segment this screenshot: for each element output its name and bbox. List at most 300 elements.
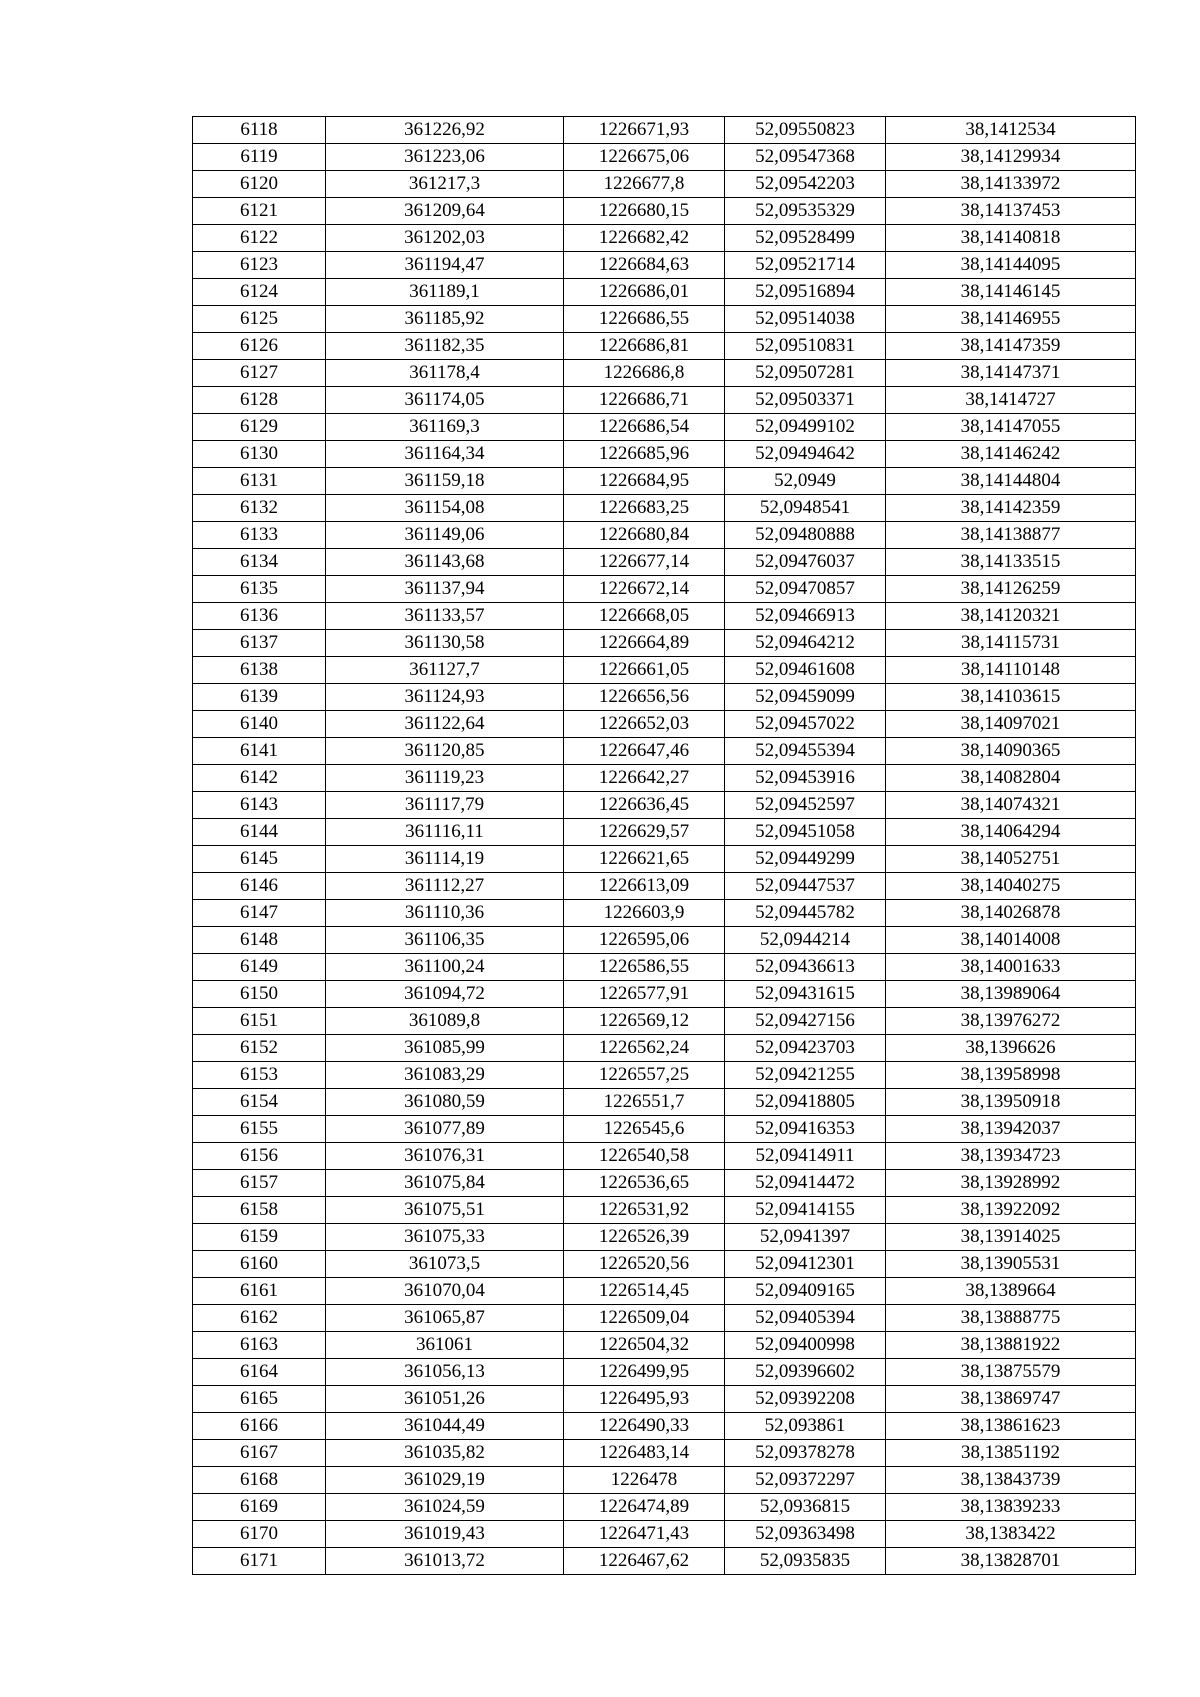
point-number-cell: 6118: [193, 117, 326, 144]
y-coordinate-cell: 1226675,06: [564, 144, 725, 171]
y-coordinate-cell: 1226652,03: [564, 711, 725, 738]
latitude-cell: 52,0948541: [725, 495, 886, 522]
latitude-cell: 52,09459099: [725, 684, 886, 711]
table-row: [193, 1035, 1136, 1062]
latitude-cell: 52,09535329: [725, 198, 886, 225]
table-row: [193, 333, 1136, 360]
latitude-cell: 52,09378278: [725, 1440, 886, 1467]
longitude-cell: 38,13851192: [886, 1440, 1136, 1467]
y-coordinate-cell: 1226490,33: [564, 1413, 725, 1440]
point-number-cell: 6127: [193, 360, 326, 387]
x-coordinate-cell: 361120,85: [326, 738, 564, 765]
y-coordinate-cell: 1226686,01: [564, 279, 725, 306]
x-coordinate-cell: 361035,82: [326, 1440, 564, 1467]
table-row: [193, 1143, 1136, 1170]
table-row: [193, 1548, 1136, 1575]
longitude-cell: 38,14052751: [886, 846, 1136, 873]
y-coordinate-cell: 1226540,58: [564, 1143, 725, 1170]
y-coordinate-cell: 1226483,14: [564, 1440, 725, 1467]
y-coordinate-cell: 1226551,7: [564, 1089, 725, 1116]
latitude-cell: 52,09476037: [725, 549, 886, 576]
longitude-cell: 38,13914025: [886, 1224, 1136, 1251]
longitude-cell: 38,14040275: [886, 873, 1136, 900]
table-row: [193, 1116, 1136, 1143]
longitude-cell: 38,14142359: [886, 495, 1136, 522]
latitude-cell: 52,09414155: [725, 1197, 886, 1224]
longitude-cell: 38,13922092: [886, 1197, 1136, 1224]
x-coordinate-cell: 361083,29: [326, 1062, 564, 1089]
longitude-cell: 38,13958998: [886, 1062, 1136, 1089]
x-coordinate-cell: 361065,87: [326, 1305, 564, 1332]
longitude-cell: 38,1383422: [886, 1521, 1136, 1548]
table-row: [193, 765, 1136, 792]
y-coordinate-cell: 1226684,95: [564, 468, 725, 495]
y-coordinate-cell: 1226642,27: [564, 765, 725, 792]
x-coordinate-cell: 361217,3: [326, 171, 564, 198]
point-number-cell: 6129: [193, 414, 326, 441]
point-number-cell: 6153: [193, 1062, 326, 1089]
table-row: [193, 711, 1136, 738]
x-coordinate-cell: 361013,72: [326, 1548, 564, 1575]
x-coordinate-cell: 361085,99: [326, 1035, 564, 1062]
x-coordinate-cell: 361122,64: [326, 711, 564, 738]
longitude-cell: 38,13843739: [886, 1467, 1136, 1494]
point-number-cell: 6162: [193, 1305, 326, 1332]
x-coordinate-cell: 361106,35: [326, 927, 564, 954]
point-number-cell: 6141: [193, 738, 326, 765]
table-row: [193, 1440, 1136, 1467]
y-coordinate-cell: 1226636,45: [564, 792, 725, 819]
y-coordinate-cell: 1226686,71: [564, 387, 725, 414]
point-number-cell: 6147: [193, 900, 326, 927]
longitude-cell: 38,14026878: [886, 900, 1136, 927]
x-coordinate-cell: 361051,26: [326, 1386, 564, 1413]
y-coordinate-cell: 1226474,89: [564, 1494, 725, 1521]
table-row: [193, 954, 1136, 981]
latitude-cell: 52,09421255: [725, 1062, 886, 1089]
point-number-cell: 6135: [193, 576, 326, 603]
x-coordinate-cell: 361182,35: [326, 333, 564, 360]
point-number-cell: 6155: [193, 1116, 326, 1143]
point-number-cell: 6150: [193, 981, 326, 1008]
x-coordinate-cell: 361100,24: [326, 954, 564, 981]
point-number-cell: 6159: [193, 1224, 326, 1251]
point-number-cell: 6168: [193, 1467, 326, 1494]
latitude-cell: 52,09400998: [725, 1332, 886, 1359]
latitude-cell: 52,09499102: [725, 414, 886, 441]
longitude-cell: 38,13989064: [886, 981, 1136, 1008]
latitude-cell: 52,0941397: [725, 1224, 886, 1251]
y-coordinate-cell: 1226595,06: [564, 927, 725, 954]
table-row: [193, 225, 1136, 252]
longitude-cell: 38,13869747: [886, 1386, 1136, 1413]
latitude-cell: 52,09503371: [725, 387, 886, 414]
x-coordinate-cell: 361154,08: [326, 495, 564, 522]
longitude-cell: 38,14129934: [886, 144, 1136, 171]
x-coordinate-cell: 361110,36: [326, 900, 564, 927]
point-number-cell: 6148: [193, 927, 326, 954]
longitude-cell: 38,13888775: [886, 1305, 1136, 1332]
y-coordinate-cell: 1226672,14: [564, 576, 725, 603]
table-row: [193, 468, 1136, 495]
table-row: [193, 1467, 1136, 1494]
latitude-cell: 52,09528499: [725, 225, 886, 252]
x-coordinate-cell: 361143,68: [326, 549, 564, 576]
longitude-cell: 38,1414727: [886, 387, 1136, 414]
longitude-cell: 38,13928992: [886, 1170, 1136, 1197]
longitude-cell: 38,14146242: [886, 441, 1136, 468]
x-coordinate-cell: 361056,13: [326, 1359, 564, 1386]
table-row: [193, 495, 1136, 522]
y-coordinate-cell: 1226686,81: [564, 333, 725, 360]
y-coordinate-cell: 1226677,14: [564, 549, 725, 576]
point-number-cell: 6164: [193, 1359, 326, 1386]
latitude-cell: 52,09409165: [725, 1278, 886, 1305]
x-coordinate-cell: 361223,06: [326, 144, 564, 171]
table-row: [193, 360, 1136, 387]
longitude-cell: 38,14115731: [886, 630, 1136, 657]
table-row: [193, 306, 1136, 333]
y-coordinate-cell: 1226504,32: [564, 1332, 725, 1359]
longitude-cell: 38,14146955: [886, 306, 1136, 333]
x-coordinate-cell: 361202,03: [326, 225, 564, 252]
x-coordinate-cell: 361189,1: [326, 279, 564, 306]
latitude-cell: 52,09514038: [725, 306, 886, 333]
table-row: [193, 1062, 1136, 1089]
y-coordinate-cell: 1226686,8: [564, 360, 725, 387]
y-coordinate-cell: 1226684,63: [564, 252, 725, 279]
latitude-cell: 52,0949: [725, 468, 886, 495]
table-row: [193, 1386, 1136, 1413]
longitude-cell: 38,14126259: [886, 576, 1136, 603]
x-coordinate-cell: 361089,8: [326, 1008, 564, 1035]
longitude-cell: 38,14147371: [886, 360, 1136, 387]
y-coordinate-cell: 1226680,15: [564, 198, 725, 225]
table-row: [193, 981, 1136, 1008]
y-coordinate-cell: 1226531,92: [564, 1197, 725, 1224]
y-coordinate-cell: 1226664,89: [564, 630, 725, 657]
x-coordinate-cell: 361137,94: [326, 576, 564, 603]
point-number-cell: 6146: [193, 873, 326, 900]
latitude-cell: 52,09480888: [725, 522, 886, 549]
latitude-cell: 52,09418805: [725, 1089, 886, 1116]
coordinates-table-body: [193, 117, 1136, 1575]
latitude-cell: 52,09412301: [725, 1251, 886, 1278]
x-coordinate-cell: 361117,79: [326, 792, 564, 819]
y-coordinate-cell: 1226613,09: [564, 873, 725, 900]
y-coordinate-cell: 1226499,95: [564, 1359, 725, 1386]
longitude-cell: 38,13942037: [886, 1116, 1136, 1143]
y-coordinate-cell: 1226647,46: [564, 738, 725, 765]
longitude-cell: 38,14144095: [886, 252, 1136, 279]
y-coordinate-cell: 1226471,43: [564, 1521, 725, 1548]
longitude-cell: 38,14147359: [886, 333, 1136, 360]
point-number-cell: 6131: [193, 468, 326, 495]
x-coordinate-cell: 361029,19: [326, 1467, 564, 1494]
latitude-cell: 52,09516894: [725, 279, 886, 306]
longitude-cell: 38,13839233: [886, 1494, 1136, 1521]
x-coordinate-cell: 361124,93: [326, 684, 564, 711]
x-coordinate-cell: 361077,89: [326, 1116, 564, 1143]
y-coordinate-cell: 1226536,65: [564, 1170, 725, 1197]
x-coordinate-cell: 361178,4: [326, 360, 564, 387]
longitude-cell: 38,14133972: [886, 171, 1136, 198]
latitude-cell: 52,09521714: [725, 252, 886, 279]
table-row: [193, 1521, 1136, 1548]
x-coordinate-cell: 361076,31: [326, 1143, 564, 1170]
point-number-cell: 6165: [193, 1386, 326, 1413]
x-coordinate-cell: 361174,05: [326, 387, 564, 414]
point-number-cell: 6139: [193, 684, 326, 711]
x-coordinate-cell: 361080,59: [326, 1089, 564, 1116]
longitude-cell: 38,14064294: [886, 819, 1136, 846]
table-row: [193, 1494, 1136, 1521]
y-coordinate-cell: 1226577,91: [564, 981, 725, 1008]
x-coordinate-cell: 361073,5: [326, 1251, 564, 1278]
table-row: [193, 1008, 1136, 1035]
x-coordinate-cell: 361024,59: [326, 1494, 564, 1521]
longitude-cell: 38,14097021: [886, 711, 1136, 738]
y-coordinate-cell: 1226557,25: [564, 1062, 725, 1089]
latitude-cell: 52,09550823: [725, 117, 886, 144]
latitude-cell: 52,0935835: [725, 1548, 886, 1575]
point-number-cell: 6126: [193, 333, 326, 360]
longitude-cell: 38,14120321: [886, 603, 1136, 630]
x-coordinate-cell: 361094,72: [326, 981, 564, 1008]
point-number-cell: 6167: [193, 1440, 326, 1467]
point-number-cell: 6119: [193, 144, 326, 171]
point-number-cell: 6138: [193, 657, 326, 684]
table-row: [193, 171, 1136, 198]
x-coordinate-cell: 361075,84: [326, 1170, 564, 1197]
point-number-cell: 6161: [193, 1278, 326, 1305]
y-coordinate-cell: 1226677,8: [564, 171, 725, 198]
y-coordinate-cell: 1226686,54: [564, 414, 725, 441]
table-row: [193, 657, 1136, 684]
table-row: [193, 684, 1136, 711]
y-coordinate-cell: 1226629,57: [564, 819, 725, 846]
point-number-cell: 6142: [193, 765, 326, 792]
point-number-cell: 6123: [193, 252, 326, 279]
latitude-cell: 52,0936815: [725, 1494, 886, 1521]
x-coordinate-cell: 361075,33: [326, 1224, 564, 1251]
point-number-cell: 6125: [193, 306, 326, 333]
longitude-cell: 38,1412534: [886, 117, 1136, 144]
latitude-cell: 52,09396602: [725, 1359, 886, 1386]
table-row: [193, 1332, 1136, 1359]
table-row: [193, 549, 1136, 576]
latitude-cell: 52,09461608: [725, 657, 886, 684]
point-number-cell: 6136: [193, 603, 326, 630]
coordinates-table: [192, 116, 1136, 1575]
y-coordinate-cell: 1226661,05: [564, 657, 725, 684]
y-coordinate-cell: 1226603,9: [564, 900, 725, 927]
x-coordinate-cell: 361070,04: [326, 1278, 564, 1305]
longitude-cell: 38,13881922: [886, 1332, 1136, 1359]
x-coordinate-cell: 361130,58: [326, 630, 564, 657]
latitude-cell: 52,09423703: [725, 1035, 886, 1062]
longitude-cell: 38,13976272: [886, 1008, 1136, 1035]
y-coordinate-cell: 1226569,12: [564, 1008, 725, 1035]
longitude-cell: 38,14001633: [886, 954, 1136, 981]
latitude-cell: 52,09507281: [725, 360, 886, 387]
x-coordinate-cell: 361044,49: [326, 1413, 564, 1440]
longitude-cell: 38,13875579: [886, 1359, 1136, 1386]
latitude-cell: 52,09547368: [725, 144, 886, 171]
x-coordinate-cell: 361164,34: [326, 441, 564, 468]
latitude-cell: 52,09427156: [725, 1008, 886, 1035]
table-row: [193, 846, 1136, 873]
latitude-cell: 52,09510831: [725, 333, 886, 360]
y-coordinate-cell: 1226683,25: [564, 495, 725, 522]
longitude-cell: 38,1396626: [886, 1035, 1136, 1062]
point-number-cell: 6163: [193, 1332, 326, 1359]
latitude-cell: 52,09542203: [725, 171, 886, 198]
point-number-cell: 6156: [193, 1143, 326, 1170]
point-number-cell: 6160: [193, 1251, 326, 1278]
x-coordinate-cell: 361185,92: [326, 306, 564, 333]
latitude-cell: 52,0944214: [725, 927, 886, 954]
longitude-cell: 38,14103615: [886, 684, 1136, 711]
x-coordinate-cell: 361209,64: [326, 198, 564, 225]
longitude-cell: 38,14082804: [886, 765, 1136, 792]
table-row: [193, 414, 1136, 441]
y-coordinate-cell: 1226656,56: [564, 684, 725, 711]
y-coordinate-cell: 1226671,93: [564, 117, 725, 144]
x-coordinate-cell: 361075,51: [326, 1197, 564, 1224]
longitude-cell: 38,13905531: [886, 1251, 1136, 1278]
table-row: [193, 279, 1136, 306]
table-row: [193, 1305, 1136, 1332]
point-number-cell: 6143: [193, 792, 326, 819]
y-coordinate-cell: 1226621,65: [564, 846, 725, 873]
latitude-cell: 52,09494642: [725, 441, 886, 468]
table-row: [193, 1278, 1136, 1305]
latitude-cell: 52,09449299: [725, 846, 886, 873]
longitude-cell: 38,14110148: [886, 657, 1136, 684]
y-coordinate-cell: 1226586,55: [564, 954, 725, 981]
longitude-cell: 38,14133515: [886, 549, 1136, 576]
point-number-cell: 6157: [193, 1170, 326, 1197]
table-row: [193, 1089, 1136, 1116]
y-coordinate-cell: 1226509,04: [564, 1305, 725, 1332]
longitude-cell: 38,14138877: [886, 522, 1136, 549]
x-coordinate-cell: 361194,47: [326, 252, 564, 279]
table-row: [193, 1413, 1136, 1440]
x-coordinate-cell: 361119,23: [326, 765, 564, 792]
table-row: [193, 252, 1136, 279]
longitude-cell: 38,13934723: [886, 1143, 1136, 1170]
point-number-cell: 6134: [193, 549, 326, 576]
point-number-cell: 6121: [193, 198, 326, 225]
table-row: [193, 1251, 1136, 1278]
y-coordinate-cell: 1226682,42: [564, 225, 725, 252]
table-row: [193, 603, 1136, 630]
y-coordinate-cell: 1226478: [564, 1467, 725, 1494]
point-number-cell: 6158: [193, 1197, 326, 1224]
table-row: [193, 792, 1136, 819]
point-number-cell: 6132: [193, 495, 326, 522]
table-row: [193, 441, 1136, 468]
latitude-cell: 52,09372297: [725, 1467, 886, 1494]
longitude-cell: 38,14146145: [886, 279, 1136, 306]
table-row: [193, 819, 1136, 846]
table-row: [193, 1224, 1136, 1251]
table-row: [193, 873, 1136, 900]
point-number-cell: 6151: [193, 1008, 326, 1035]
table-row: [193, 522, 1136, 549]
latitude-cell: 52,09416353: [725, 1116, 886, 1143]
y-coordinate-cell: 1226562,24: [564, 1035, 725, 1062]
longitude-cell: 38,14014008: [886, 927, 1136, 954]
y-coordinate-cell: 1226467,62: [564, 1548, 725, 1575]
table-row: [193, 1359, 1136, 1386]
point-number-cell: 6169: [193, 1494, 326, 1521]
x-coordinate-cell: 361114,19: [326, 846, 564, 873]
x-coordinate-cell: 361159,18: [326, 468, 564, 495]
y-coordinate-cell: 1226495,93: [564, 1386, 725, 1413]
longitude-cell: 38,13861623: [886, 1413, 1136, 1440]
x-coordinate-cell: 361149,06: [326, 522, 564, 549]
latitude-cell: 52,09445782: [725, 900, 886, 927]
point-number-cell: 6145: [193, 846, 326, 873]
latitude-cell: 52,09455394: [725, 738, 886, 765]
x-coordinate-cell: 361127,7: [326, 657, 564, 684]
point-number-cell: 6154: [193, 1089, 326, 1116]
x-coordinate-cell: 361133,57: [326, 603, 564, 630]
y-coordinate-cell: 1226526,39: [564, 1224, 725, 1251]
table-row: [193, 117, 1136, 144]
point-number-cell: 6140: [193, 711, 326, 738]
longitude-cell: 38,14137453: [886, 198, 1136, 225]
y-coordinate-cell: 1226686,55: [564, 306, 725, 333]
point-number-cell: 6170: [193, 1521, 326, 1548]
longitude-cell: 38,1389664: [886, 1278, 1136, 1305]
latitude-cell: 52,09451058: [725, 819, 886, 846]
y-coordinate-cell: 1226668,05: [564, 603, 725, 630]
longitude-cell: 38,14147055: [886, 414, 1136, 441]
latitude-cell: 52,09431615: [725, 981, 886, 1008]
x-coordinate-cell: 361019,43: [326, 1521, 564, 1548]
y-coordinate-cell: 1226680,84: [564, 522, 725, 549]
point-number-cell: 6120: [193, 171, 326, 198]
latitude-cell: 52,09414472: [725, 1170, 886, 1197]
table-row: [193, 144, 1136, 171]
x-coordinate-cell: 361116,11: [326, 819, 564, 846]
longitude-cell: 38,14074321: [886, 792, 1136, 819]
point-number-cell: 6144: [193, 819, 326, 846]
table-row: [193, 198, 1136, 225]
latitude-cell: 52,09452597: [725, 792, 886, 819]
point-number-cell: 6128: [193, 387, 326, 414]
table-row: [193, 927, 1136, 954]
latitude-cell: 52,09464212: [725, 630, 886, 657]
point-number-cell: 6133: [193, 522, 326, 549]
table-row: [193, 738, 1136, 765]
table-row: [193, 630, 1136, 657]
latitude-cell: 52,09470857: [725, 576, 886, 603]
y-coordinate-cell: 1226545,6: [564, 1116, 725, 1143]
table-row: [193, 387, 1136, 414]
point-number-cell: 6137: [193, 630, 326, 657]
point-number-cell: 6171: [193, 1548, 326, 1575]
x-coordinate-cell: 361169,3: [326, 414, 564, 441]
point-number-cell: 6124: [193, 279, 326, 306]
point-number-cell: 6130: [193, 441, 326, 468]
longitude-cell: 38,14140818: [886, 225, 1136, 252]
latitude-cell: 52,093861: [725, 1413, 886, 1440]
latitude-cell: 52,09363498: [725, 1521, 886, 1548]
